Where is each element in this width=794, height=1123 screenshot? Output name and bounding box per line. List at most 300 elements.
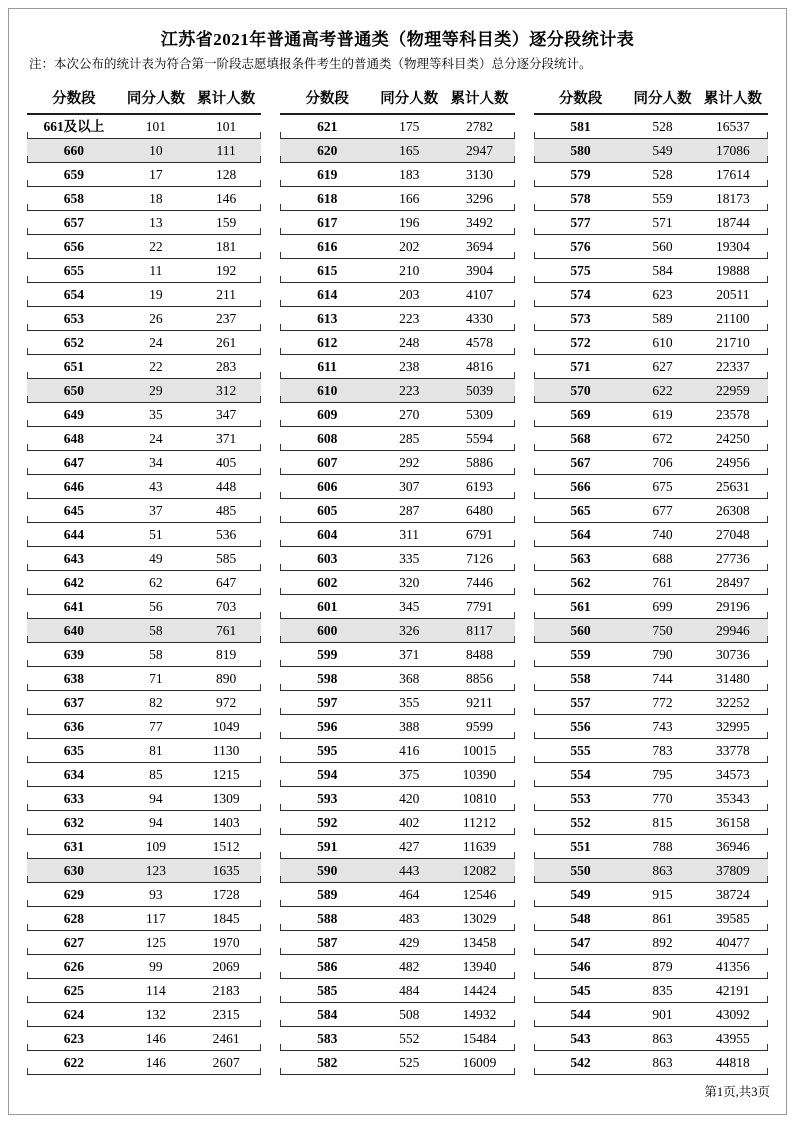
cumulative-count-cell: 32995 bbox=[698, 714, 768, 738]
table-row bbox=[27, 594, 261, 618]
score-range-cell: 660 bbox=[27, 138, 121, 162]
cumulative-count-cell: 1403 bbox=[191, 810, 261, 834]
score-range-cell: 573 bbox=[534, 306, 628, 330]
table-row bbox=[534, 258, 768, 282]
score-range-cell: 591 bbox=[280, 834, 374, 858]
score-range-cell: 657 bbox=[27, 210, 121, 234]
score-range-cell: 617 bbox=[280, 210, 374, 234]
score-range-cell: 596 bbox=[280, 714, 374, 738]
cumulative-count-cell: 5309 bbox=[444, 402, 514, 426]
cumulative-count-cell: 3130 bbox=[444, 162, 514, 186]
table-row bbox=[280, 1002, 514, 1026]
cumulative-count-cell: 101 bbox=[191, 114, 261, 139]
same-score-count-cell: 559 bbox=[627, 186, 697, 210]
cumulative-count-cell: 18744 bbox=[698, 210, 768, 234]
table-row bbox=[27, 834, 261, 858]
score-range-cell: 615 bbox=[280, 258, 374, 282]
same-score-count-cell: 879 bbox=[627, 954, 697, 978]
same-score-count-cell: 915 bbox=[627, 882, 697, 906]
score-range-cell: 543 bbox=[534, 1026, 628, 1050]
same-score-count-cell: 22 bbox=[121, 354, 191, 378]
same-score-count-cell: 210 bbox=[374, 258, 444, 282]
score-range-cell: 597 bbox=[280, 690, 374, 714]
cumulative-count-cell: 647 bbox=[191, 570, 261, 594]
table-row bbox=[534, 954, 768, 978]
table-row bbox=[280, 618, 514, 642]
table-row bbox=[27, 210, 261, 234]
table-row bbox=[27, 1050, 261, 1074]
score-range-cell: 655 bbox=[27, 258, 121, 282]
cumulative-count-cell: 7126 bbox=[444, 546, 514, 570]
same-score-count-cell: 788 bbox=[627, 834, 697, 858]
cumulative-count-cell: 23578 bbox=[698, 402, 768, 426]
same-score-count-cell: 183 bbox=[374, 162, 444, 186]
table-row bbox=[534, 474, 768, 498]
score-range-cell: 631 bbox=[27, 834, 121, 858]
table-row bbox=[27, 426, 261, 450]
table-row bbox=[27, 354, 261, 378]
cumulative-count-cell: 4330 bbox=[444, 306, 514, 330]
table-row bbox=[27, 1002, 261, 1026]
score-range-cell: 594 bbox=[280, 762, 374, 786]
cumulative-count-cell: 261 bbox=[191, 330, 261, 354]
table-header-row bbox=[280, 87, 514, 114]
same-score-count-cell: 345 bbox=[374, 594, 444, 618]
cumulative-count-cell: 2947 bbox=[444, 138, 514, 162]
same-score-count-cell: 355 bbox=[374, 690, 444, 714]
table-row bbox=[280, 690, 514, 714]
cumulative-count-cell: 1215 bbox=[191, 762, 261, 786]
cumulative-count-cell: 5886 bbox=[444, 450, 514, 474]
same-score-count-cell: 464 bbox=[374, 882, 444, 906]
same-score-count-cell: 18 bbox=[121, 186, 191, 210]
score-range-cell: 554 bbox=[534, 762, 628, 786]
cumulative-count-cell: 11212 bbox=[444, 810, 514, 834]
cumulative-count-cell: 146 bbox=[191, 186, 261, 210]
score-range-cell: 642 bbox=[27, 570, 121, 594]
table-row bbox=[280, 1026, 514, 1050]
cumulative-count-cell: 19304 bbox=[698, 234, 768, 258]
page-border-frame bbox=[8, 8, 787, 1115]
table-row bbox=[27, 402, 261, 426]
table-row bbox=[27, 930, 261, 954]
score-range-cell: 661及以上 bbox=[27, 114, 121, 139]
score-range-cell: 624 bbox=[27, 1002, 121, 1026]
score-range-cell: 560 bbox=[534, 618, 628, 642]
same-score-count-cell: 677 bbox=[627, 498, 697, 522]
score-range-cell: 651 bbox=[27, 354, 121, 378]
cumulative-count-cell: 22337 bbox=[698, 354, 768, 378]
cumulative-count-cell: 24250 bbox=[698, 426, 768, 450]
same-score-count-cell: 146 bbox=[121, 1050, 191, 1074]
cumulative-count-cell: 192 bbox=[191, 258, 261, 282]
same-score-count-cell: 375 bbox=[374, 762, 444, 786]
same-score-count-cell: 863 bbox=[627, 858, 697, 882]
score-range-cell: 553 bbox=[534, 786, 628, 810]
same-score-count-cell: 58 bbox=[121, 618, 191, 642]
table-row bbox=[280, 426, 514, 450]
same-score-count-cell: 552 bbox=[374, 1026, 444, 1050]
cumulative-count-cell: 19888 bbox=[698, 258, 768, 282]
cumulative-count-cell: 13940 bbox=[444, 954, 514, 978]
table-row bbox=[280, 330, 514, 354]
cumulative-count-cell: 890 bbox=[191, 666, 261, 690]
same-score-count-cell: 49 bbox=[121, 546, 191, 570]
table-row bbox=[280, 282, 514, 306]
cumulative-count-cell: 9211 bbox=[444, 690, 514, 714]
score-range-cell: 616 bbox=[280, 234, 374, 258]
table-row bbox=[280, 138, 514, 162]
cumulative-count-cell: 585 bbox=[191, 546, 261, 570]
same-score-count-cell: 248 bbox=[374, 330, 444, 354]
score-range-cell: 612 bbox=[280, 330, 374, 354]
same-score-count-cell: 740 bbox=[627, 522, 697, 546]
score-range-cell: 636 bbox=[27, 714, 121, 738]
score-range-cell: 593 bbox=[280, 786, 374, 810]
cumulative-count-cell: 2315 bbox=[191, 1002, 261, 1026]
cumulative-count-cell: 211 bbox=[191, 282, 261, 306]
table-row bbox=[534, 210, 768, 234]
score-range-cell: 598 bbox=[280, 666, 374, 690]
table-row bbox=[27, 1026, 261, 1050]
same-score-count-cell: 892 bbox=[627, 930, 697, 954]
cumulative-count-cell: 1845 bbox=[191, 906, 261, 930]
same-score-count-cell: 675 bbox=[627, 474, 697, 498]
same-score-count-cell: 863 bbox=[627, 1050, 697, 1074]
table-row bbox=[280, 498, 514, 522]
table-row bbox=[280, 378, 514, 402]
score-range-cell: 542 bbox=[534, 1050, 628, 1074]
score-range-cell: 600 bbox=[280, 618, 374, 642]
same-score-count-cell: 292 bbox=[374, 450, 444, 474]
score-range-cell: 611 bbox=[280, 354, 374, 378]
score-range-cell: 579 bbox=[534, 162, 628, 186]
cumulative-count-cell: 36946 bbox=[698, 834, 768, 858]
table-row bbox=[534, 426, 768, 450]
score-range-cell: 549 bbox=[534, 882, 628, 906]
score-range-cell: 656 bbox=[27, 234, 121, 258]
cumulative-count-cell: 33778 bbox=[698, 738, 768, 762]
cumulative-count-cell: 5039 bbox=[444, 378, 514, 402]
score-range-cell: 628 bbox=[27, 906, 121, 930]
cumulative-count-cell: 128 bbox=[191, 162, 261, 186]
cumulative-count-cell: 17614 bbox=[698, 162, 768, 186]
table-row bbox=[534, 378, 768, 402]
same-score-count-cell: 62 bbox=[121, 570, 191, 594]
cumulative-count-cell: 12546 bbox=[444, 882, 514, 906]
table-row bbox=[27, 714, 261, 738]
score-range-cell: 637 bbox=[27, 690, 121, 714]
cumulative-count-cell: 21100 bbox=[698, 306, 768, 330]
score-range-cell: 606 bbox=[280, 474, 374, 498]
score-range-cell: 569 bbox=[534, 402, 628, 426]
table-row bbox=[27, 810, 261, 834]
table-row bbox=[27, 906, 261, 930]
same-score-count-cell: 482 bbox=[374, 954, 444, 978]
score-range-cell: 571 bbox=[534, 354, 628, 378]
table-row bbox=[27, 882, 261, 906]
score-range-cell: 604 bbox=[280, 522, 374, 546]
table-row bbox=[27, 666, 261, 690]
table-row bbox=[534, 162, 768, 186]
cumulative-count-cell: 27048 bbox=[698, 522, 768, 546]
cumulative-count-cell: 6480 bbox=[444, 498, 514, 522]
cumulative-count-cell: 36158 bbox=[698, 810, 768, 834]
cumulative-count-cell: 16537 bbox=[698, 114, 768, 139]
table-row bbox=[27, 450, 261, 474]
cumulative-count-cell: 17086 bbox=[698, 138, 768, 162]
same-score-count-cell: 99 bbox=[121, 954, 191, 978]
cumulative-count-cell: 237 bbox=[191, 306, 261, 330]
cumulative-count-cell: 8856 bbox=[444, 666, 514, 690]
score-range-cell: 547 bbox=[534, 930, 628, 954]
table-row bbox=[27, 786, 261, 810]
cumulative-count-cell: 111 bbox=[191, 138, 261, 162]
score-range-cell: 601 bbox=[280, 594, 374, 618]
cumulative-count-cell: 44818 bbox=[698, 1050, 768, 1074]
table-row bbox=[280, 258, 514, 282]
cumulative-count-cell: 7791 bbox=[444, 594, 514, 618]
same-score-count-cell: 94 bbox=[121, 810, 191, 834]
table-row bbox=[280, 522, 514, 546]
same-score-count-cell: 24 bbox=[121, 330, 191, 354]
cumulative-count-cell: 30736 bbox=[698, 642, 768, 666]
score-range-cell: 577 bbox=[534, 210, 628, 234]
cumulative-count-cell: 32252 bbox=[698, 690, 768, 714]
cumulative-count-cell: 703 bbox=[191, 594, 261, 618]
same-score-count-cell: 22 bbox=[121, 234, 191, 258]
table-row bbox=[27, 138, 261, 162]
score-range-cell: 587 bbox=[280, 930, 374, 954]
same-score-count-cell: 71 bbox=[121, 666, 191, 690]
same-score-count-cell: 627 bbox=[627, 354, 697, 378]
same-score-count-cell: 571 bbox=[627, 210, 697, 234]
cumulative-count-cell: 448 bbox=[191, 474, 261, 498]
same-score-count-cell: 238 bbox=[374, 354, 444, 378]
same-score-count-cell: 619 bbox=[627, 402, 697, 426]
score-range-cell: 641 bbox=[27, 594, 121, 618]
same-score-count-cell: 19 bbox=[121, 282, 191, 306]
score-range-cell: 572 bbox=[534, 330, 628, 354]
column-header-cumulative-count: 累计人数 bbox=[698, 87, 768, 114]
cumulative-count-cell: 14932 bbox=[444, 1002, 514, 1026]
same-score-count-cell: 750 bbox=[627, 618, 697, 642]
same-score-count-cell: 51 bbox=[121, 522, 191, 546]
cumulative-count-cell: 3904 bbox=[444, 258, 514, 282]
same-score-count-cell: 165 bbox=[374, 138, 444, 162]
table-row bbox=[27, 954, 261, 978]
same-score-count-cell: 56 bbox=[121, 594, 191, 618]
table-row bbox=[534, 762, 768, 786]
table-row bbox=[534, 786, 768, 810]
same-score-count-cell: 320 bbox=[374, 570, 444, 594]
score-range-cell: 581 bbox=[534, 114, 628, 139]
score-range-cell: 608 bbox=[280, 426, 374, 450]
cumulative-count-cell: 1970 bbox=[191, 930, 261, 954]
cumulative-count-cell: 3296 bbox=[444, 186, 514, 210]
column-header-score-range: 分数段 bbox=[280, 87, 374, 114]
score-range-cell: 648 bbox=[27, 426, 121, 450]
cumulative-count-cell: 39585 bbox=[698, 906, 768, 930]
table-row bbox=[280, 858, 514, 882]
cumulative-count-cell: 14424 bbox=[444, 978, 514, 1002]
same-score-count-cell: 622 bbox=[627, 378, 697, 402]
score-range-cell: 638 bbox=[27, 666, 121, 690]
cumulative-count-cell: 9599 bbox=[444, 714, 514, 738]
table-row bbox=[534, 1026, 768, 1050]
table-row bbox=[27, 186, 261, 210]
score-range-cell: 647 bbox=[27, 450, 121, 474]
score-range-cell: 609 bbox=[280, 402, 374, 426]
same-score-count-cell: 11 bbox=[121, 258, 191, 282]
score-range-cell: 613 bbox=[280, 306, 374, 330]
cumulative-count-cell: 6193 bbox=[444, 474, 514, 498]
same-score-count-cell: 146 bbox=[121, 1026, 191, 1050]
score-range-cell: 551 bbox=[534, 834, 628, 858]
same-score-count-cell: 584 bbox=[627, 258, 697, 282]
score-range-cell: 623 bbox=[27, 1026, 121, 1050]
table-row bbox=[280, 210, 514, 234]
same-score-count-cell: 861 bbox=[627, 906, 697, 930]
table-row bbox=[534, 570, 768, 594]
cumulative-count-cell: 159 bbox=[191, 210, 261, 234]
table-row bbox=[27, 162, 261, 186]
table-row bbox=[280, 762, 514, 786]
cumulative-count-cell: 12082 bbox=[444, 858, 514, 882]
cumulative-count-cell: 35343 bbox=[698, 786, 768, 810]
table-row bbox=[280, 978, 514, 1002]
same-score-count-cell: 623 bbox=[627, 282, 697, 306]
cumulative-count-cell: 181 bbox=[191, 234, 261, 258]
same-score-count-cell: 81 bbox=[121, 738, 191, 762]
table-row bbox=[534, 834, 768, 858]
score-range-cell: 555 bbox=[534, 738, 628, 762]
score-range-cell: 619 bbox=[280, 162, 374, 186]
same-score-count-cell: 58 bbox=[121, 642, 191, 666]
cumulative-count-cell: 13029 bbox=[444, 906, 514, 930]
cumulative-count-cell: 31480 bbox=[698, 666, 768, 690]
same-score-count-cell: 416 bbox=[374, 738, 444, 762]
same-score-count-cell: 427 bbox=[374, 834, 444, 858]
score-range-cell: 629 bbox=[27, 882, 121, 906]
column-header-same-score-count: 同分人数 bbox=[121, 87, 191, 114]
table-row bbox=[280, 906, 514, 930]
same-score-count-cell: 17 bbox=[121, 162, 191, 186]
cumulative-count-cell: 2607 bbox=[191, 1050, 261, 1074]
cumulative-count-cell: 27736 bbox=[698, 546, 768, 570]
table-row bbox=[280, 546, 514, 570]
same-score-count-cell: 93 bbox=[121, 882, 191, 906]
score-range-cell: 578 bbox=[534, 186, 628, 210]
score-range-cell: 643 bbox=[27, 546, 121, 570]
cumulative-count-cell: 25631 bbox=[698, 474, 768, 498]
table-row bbox=[534, 354, 768, 378]
cumulative-count-cell: 1049 bbox=[191, 714, 261, 738]
table-row bbox=[280, 450, 514, 474]
same-score-count-cell: 123 bbox=[121, 858, 191, 882]
table-row bbox=[27, 282, 261, 306]
table-row bbox=[534, 234, 768, 258]
same-score-count-cell: 443 bbox=[374, 858, 444, 882]
table-row bbox=[280, 642, 514, 666]
score-range-cell: 644 bbox=[27, 522, 121, 546]
score-range-cell: 566 bbox=[534, 474, 628, 498]
cumulative-count-cell: 11639 bbox=[444, 834, 514, 858]
table-row bbox=[27, 234, 261, 258]
cumulative-count-cell: 1635 bbox=[191, 858, 261, 882]
cumulative-count-cell: 20511 bbox=[698, 282, 768, 306]
cumulative-count-cell: 42191 bbox=[698, 978, 768, 1002]
score-range-cell: 588 bbox=[280, 906, 374, 930]
same-score-count-cell: 549 bbox=[627, 138, 697, 162]
score-range-cell: 548 bbox=[534, 906, 628, 930]
cumulative-count-cell: 2069 bbox=[191, 954, 261, 978]
table-row bbox=[27, 258, 261, 282]
cumulative-count-cell: 3694 bbox=[444, 234, 514, 258]
table-row bbox=[534, 186, 768, 210]
cumulative-count-cell: 4107 bbox=[444, 282, 514, 306]
same-score-count-cell: 368 bbox=[374, 666, 444, 690]
table-header-row bbox=[534, 87, 768, 114]
score-range-cell: 561 bbox=[534, 594, 628, 618]
same-score-count-cell: 196 bbox=[374, 210, 444, 234]
tables-container bbox=[27, 87, 768, 1075]
table-row bbox=[534, 978, 768, 1002]
score-table-middle bbox=[280, 87, 514, 1075]
score-range-cell: 559 bbox=[534, 642, 628, 666]
score-range-cell: 576 bbox=[534, 234, 628, 258]
score-range-cell: 639 bbox=[27, 642, 121, 666]
same-score-count-cell: 528 bbox=[627, 162, 697, 186]
cumulative-count-cell: 7446 bbox=[444, 570, 514, 594]
score-range-cell: 649 bbox=[27, 402, 121, 426]
score-range-cell: 586 bbox=[280, 954, 374, 978]
column-header-score-range: 分数段 bbox=[27, 87, 121, 114]
table-row bbox=[280, 930, 514, 954]
table-row bbox=[534, 450, 768, 474]
table-row bbox=[27, 522, 261, 546]
same-score-count-cell: 783 bbox=[627, 738, 697, 762]
score-range-cell: 556 bbox=[534, 714, 628, 738]
table-row bbox=[534, 498, 768, 522]
same-score-count-cell: 94 bbox=[121, 786, 191, 810]
score-range-cell: 610 bbox=[280, 378, 374, 402]
cumulative-count-cell: 819 bbox=[191, 642, 261, 666]
table-row bbox=[534, 114, 768, 139]
cumulative-count-cell: 29196 bbox=[698, 594, 768, 618]
score-range-cell: 589 bbox=[280, 882, 374, 906]
table-row bbox=[534, 690, 768, 714]
same-score-count-cell: 223 bbox=[374, 306, 444, 330]
same-score-count-cell: 285 bbox=[374, 426, 444, 450]
table-row bbox=[534, 1002, 768, 1026]
same-score-count-cell: 761 bbox=[627, 570, 697, 594]
column-header-cumulative-count: 累计人数 bbox=[444, 87, 514, 114]
table-row bbox=[280, 306, 514, 330]
same-score-count-cell: 85 bbox=[121, 762, 191, 786]
same-score-count-cell: 202 bbox=[374, 234, 444, 258]
cumulative-count-cell: 405 bbox=[191, 450, 261, 474]
score-range-cell: 614 bbox=[280, 282, 374, 306]
score-range-cell: 654 bbox=[27, 282, 121, 306]
same-score-count-cell: 307 bbox=[374, 474, 444, 498]
same-score-count-cell: 223 bbox=[374, 378, 444, 402]
cumulative-count-cell: 21710 bbox=[698, 330, 768, 354]
same-score-count-cell: 13 bbox=[121, 210, 191, 234]
table-row bbox=[280, 1050, 514, 1074]
score-range-cell: 652 bbox=[27, 330, 121, 354]
same-score-count-cell: 743 bbox=[627, 714, 697, 738]
